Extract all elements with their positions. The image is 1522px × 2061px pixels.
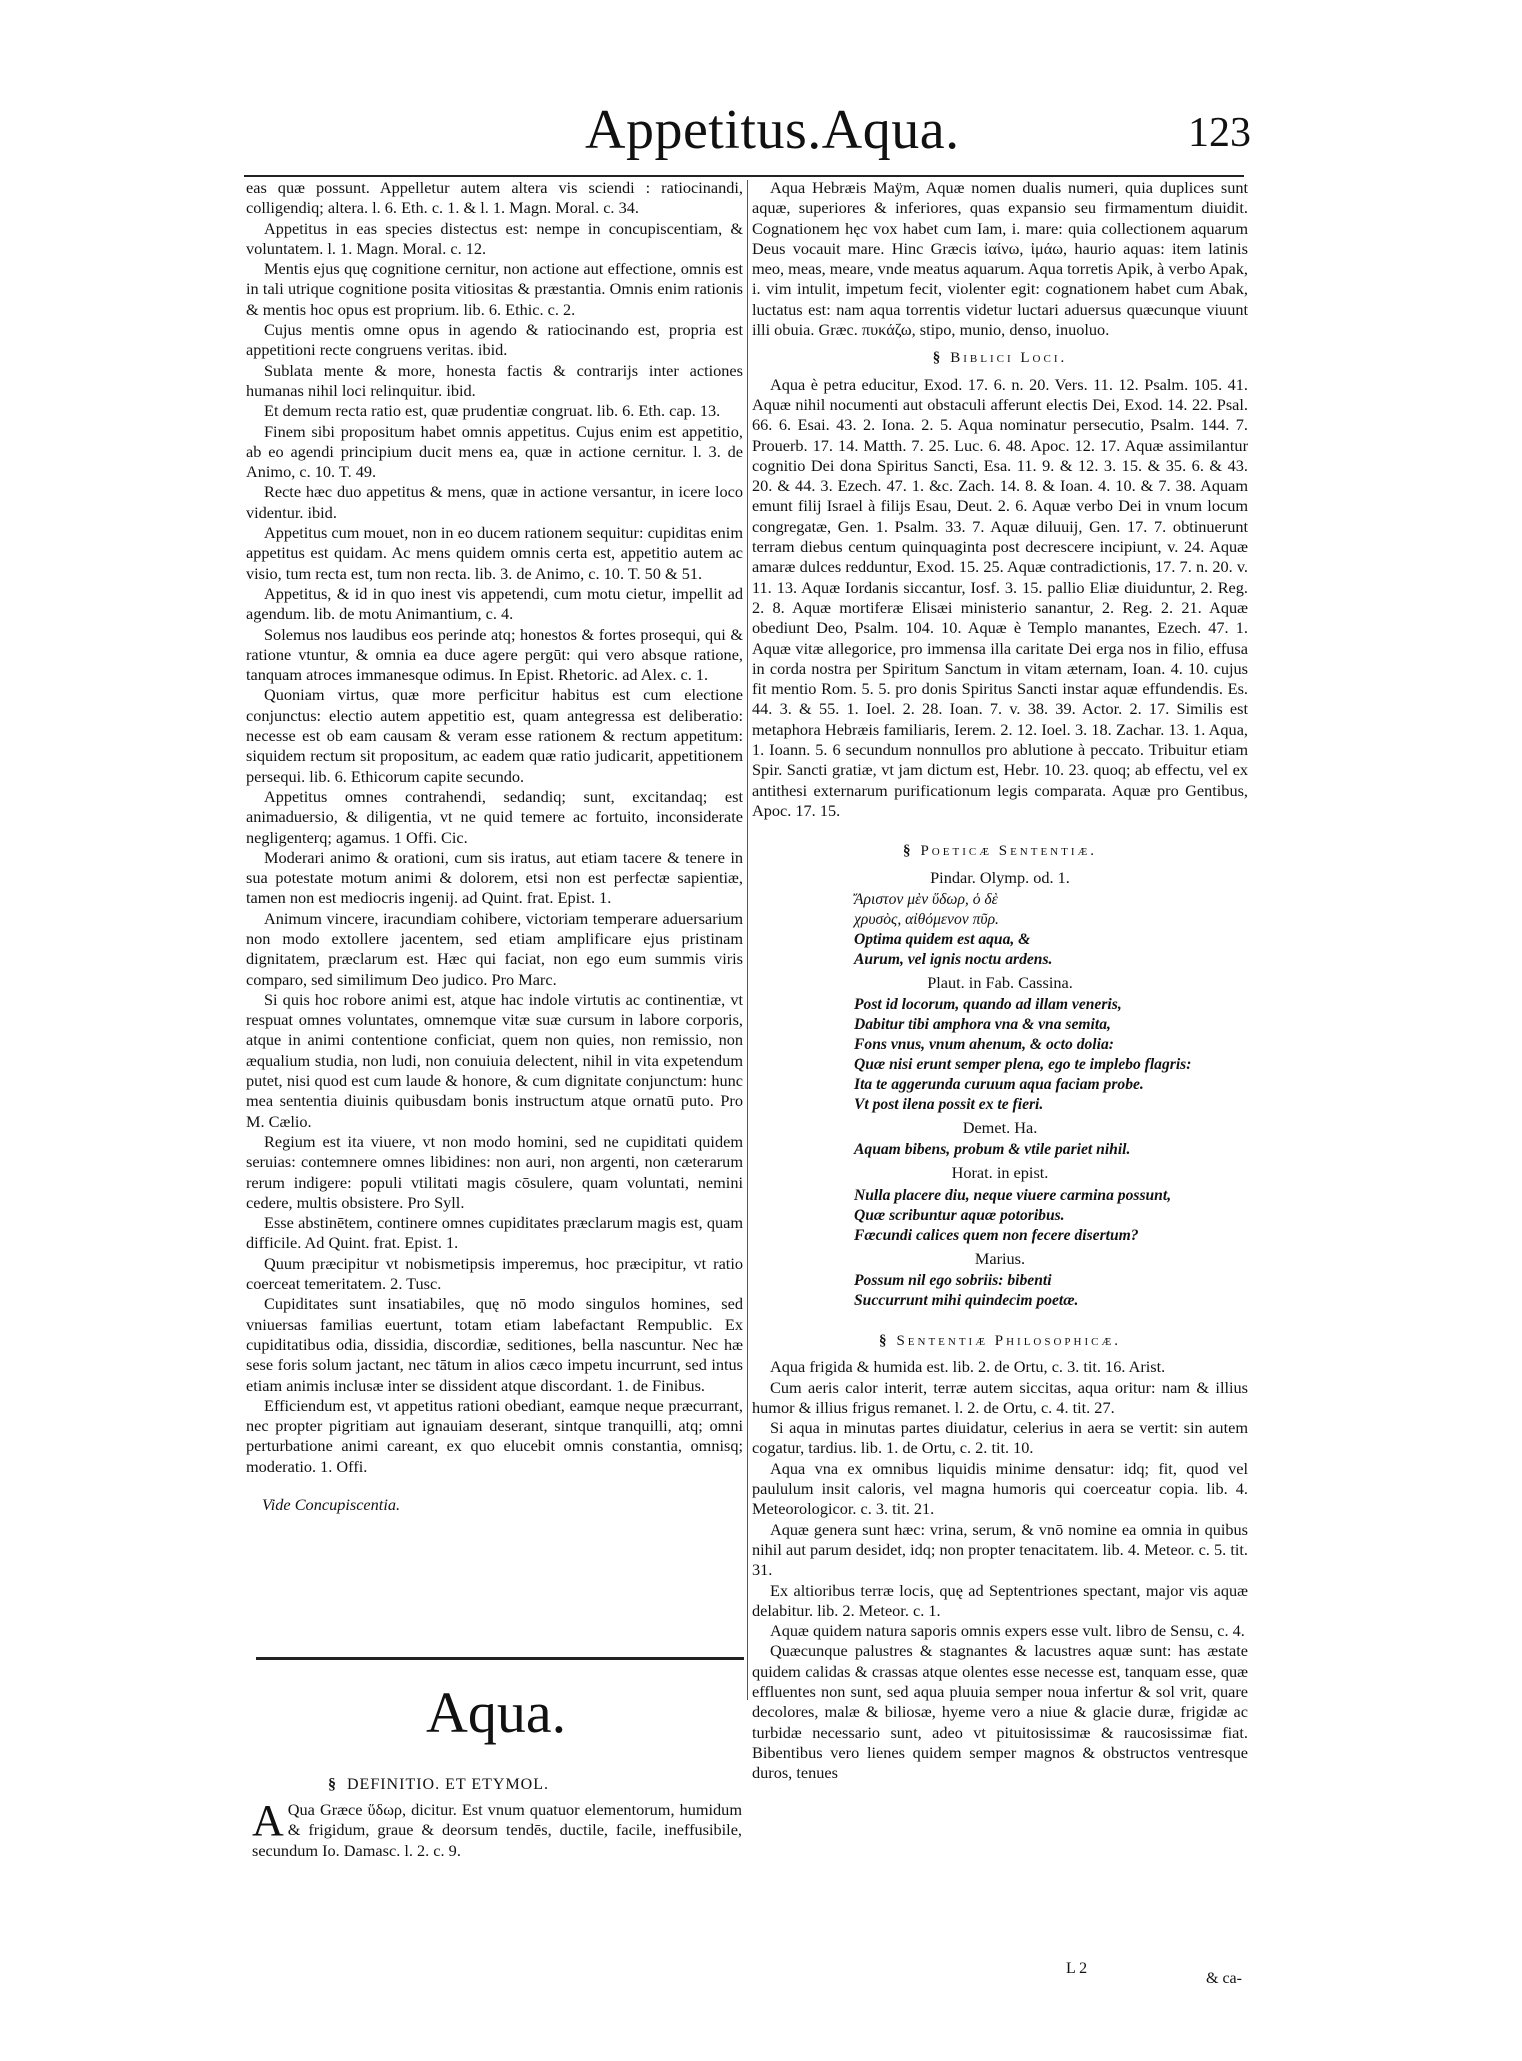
paragraph: Moderari animo & orationi, cum sis iratus, aut etiam tacere & tenere in sua potestate motum animi & dolorem, etsi non est perfectæ sapientiæ, tamen non est mediocris ingenij. ad Quint. frat. Epist. 1.	[246, 847, 743, 908]
definition-body: Qua Græce ὕδωρ, dicitur. Est vnum quatuor elementorum, humidum & frigidum, graue & deorsum tendēs, ductile, facile, ineffusibile, secundum Io. Damasc. l. 2. c. 9.	[252, 1800, 742, 1860]
poem-author: Pindar. Olymp. od. 1.	[930, 867, 1070, 887]
paragraph: Esse abstinētem, continere omnes cupiditates præclarum magis est, quam difficile. Ad Quint. frat. Epist. 1.	[246, 1213, 743, 1253]
paragraph: Recte hæc duo appetitus & mens, quæ in actione versantur, in icere loco videntur. ibid.	[246, 482, 743, 522]
poem-line: Post id locorum, quando ad illam veneris,	[854, 996, 1122, 1014]
paragraph-mark-icon: §	[902, 843, 911, 860]
header-rule	[244, 175, 1244, 177]
definition-text	[252, 1796, 742, 1861]
column-divider	[747, 180, 748, 1700]
poem-line: Nulla placere diu, neque viuere carmina possunt,	[854, 1186, 1172, 1204]
section-heading-biblici	[752, 348, 1248, 368]
paragraph: Si quis hoc robore animi est, atque hac indole virtutis ac continentiæ, vt respuat omnes voluntates, omnemque vitæ suæ cursum in labore corporis, atque in animi contentione conficiat, quem non quies, non remissio, non æqualium studia, non ludi, non conuiuia delectent, nihil in vita expetendum putet, nisi quod est cum laude & honore, & cum dignitate conjunctum: hunc mea sententia diuinis quibusdam bonis instructum atque ornatū puto. Pro M. Cælio.	[246, 989, 743, 1131]
left-column	[246, 178, 743, 1515]
poem-line: Aurum, vel ignis noctu ardens.	[854, 950, 1053, 968]
paragraph: Solemus nos laudibus eos perinde atq; honestos & fortes prosequi, qui & ratione vtuntur, & omnia ea duce agere pergūt: qui vero absque ratione, tanquam atroces immanesque odimus. In Epist. Rhetoric. ad Alex. c. 1.	[246, 624, 743, 685]
section-heading-text: Poeticæ Sententiæ.	[920, 843, 1098, 860]
paragraph: Mentis ejus quę cognitione cernitur, non actione aut effectione, omnis est in tali utrique cognitione posita vitiositas & præstantia. Omnis enim rationis & mentis hoc opus est proprium. lib. 6. Ethic. c. 2.	[246, 259, 743, 319]
poem-line: Optima quidem est aqua, &	[854, 930, 1031, 948]
paragraph: Quoniam virtus, quæ more perficitur habitus est cum electione conjunctus: electio autem appetitio est, quam antegressa est deliberatio: necesse est ob eam causam & veram esse rationem & rectum appetitum: siquidem rectum sit propositum, ac eadem quæ ratio judicarit, appetitionem persequi. lib. 6. Ethicorum capite secundo.	[246, 685, 743, 786]
paragraph: Aquæ quidem natura saporis omnis expers esse vult. libro de Sensu, c. 4.	[770, 1621, 1245, 1641]
definition-heading-text: DEFINITIO. ET ETYMOL.	[347, 1776, 550, 1793]
poem-author: Horat. in epist.	[951, 1163, 1049, 1183]
poem-line: Quæ nisi erunt semper plena, ego te implebo flagris:	[854, 1056, 1192, 1074]
poem-line: Succurrunt mihi quindecim poetæ.	[854, 1291, 1079, 1309]
cross-reference: Vide Concupiscentia.	[262, 1495, 401, 1514]
poem-line: Possum nil ego sobriis: bibenti	[854, 1271, 1052, 1289]
poem-line: Ita te aggerunda curuum aqua faciam probe.	[854, 1076, 1144, 1094]
poem-line: Ἄριστον μὲν ὕδωρ, ὁ δὲ	[854, 890, 998, 908]
right-column	[752, 178, 1248, 1784]
poem-line: Fons vnus, vnum ahenum, & octo dolia:	[854, 1036, 1114, 1054]
paragraph: Appetitus omnes contrahendi, sedandiq; sunt, excitandaq; est animaduersio, & diligentia, vt ne quid temere ac fortuito, inconsiderate negligenterq; agamus. 1 Offi. Cic.	[246, 786, 743, 847]
paragraph: Appetitus cum mouet, non in eo ducem rationem sequitur: cupiditas enim appetitus est quidam. Ac mens quidem omnis certa est, appetitio autem ac visio, tum recta est, tum non recta. lib. 3. de Animo, c. 10. T. 50 & 51.	[246, 523, 743, 583]
paragraph: Appetitus in eas species distectus est: nempe in concupiscentiam, & voluntatem. l. 1. Magn. Moral. c. 12.	[246, 218, 743, 258]
poem-author: Marius.	[974, 1248, 1026, 1268]
poem-line: Quæ scribuntur aquæ potoribus.	[854, 1206, 1065, 1224]
paragraph: Aquæ genera sunt hæc: vrina, serum, & vnō nomine ea omnia in quibus nihil aut parum desidet, idq; non propter tenacitatem. lib. 4. Meteor. c. 5. tit. 31.	[752, 1519, 1248, 1580]
paragraph-mark-icon: §	[328, 1776, 337, 1793]
paragraph: Sublata mente & more, honesta factis & contrarijs inter actiones humanas nihil loci relinquitur. ibid.	[246, 360, 743, 400]
paragraph: Appetitus, & id in quo inest vis appetendi, cum motu cietur, impellit ad agendum. lib. de motu Animantium, c. 4.	[246, 583, 743, 624]
signature-mark: L 2	[1066, 1960, 1088, 1977]
paragraph: Cum aeris calor interit, terræ autem siccitas, aqua oritur: nam & illius humor & illius frigus remanet. l. 2. de Ortu, c. 4. tit. 27.	[752, 1377, 1248, 1417]
paragraph: Ex altioribus terræ locis, quę ad Septentriones spectant, major vis aquæ delabitur. lib. 2. Meteor. c. 1.	[752, 1580, 1248, 1620]
paragraph-mark-icon: §	[932, 350, 941, 367]
running-header-title: Appetitus.Aqua.	[585, 99, 960, 161]
poem-line: Vt post ilena possit ex te fieri.	[854, 1096, 1044, 1114]
section-rule	[256, 1657, 744, 1660]
poem-line: Aquam bibens, probum & vtile pariet nihil.	[854, 1141, 1131, 1159]
etymology-paragraph: Aqua Hebræis Maÿm, Aquæ nomen dualis numeri, quia duplices sunt aquæ, superiores & inferiores, quas expansio seu firmamentum diuidit. Cognationem hęc vox habet cum Iam, i. mare: quia collectionem aquarum Deus vocauit mare. Hinc Græcis ἰαίνω, ἰμάω, haurio aquas: item latinis meo, meas, meare, vnde meatus aquarum. Aqua torretis Apik, à verbo Apak, i. vim intulit, impetum fecit, violenter egit: cognationem habet cum Abak, luctatus est: nam aqua torrentis videtur luctari aduersus quæcunque viuunt illi obuia. Græc. πυκάζω, stipo, munio, denso, inuoluo.	[752, 178, 1248, 340]
paragraph: Si aqua in minutas partes diuidatur, celerius in aera se vertit: sin autem cogatur, tardius. lib. 1. de Ortu, c. 2. tit. 10.	[752, 1418, 1248, 1458]
page-number: 123	[1188, 110, 1251, 156]
drop-cap: A	[252, 1796, 284, 1845]
paragraph: Animum vincere, iracundiam cohibere, victoriam temperare aduersarium non modo extollere jacentem, sed etiam amplificare ejus pristinam dignitatem, præclarum est. Hæc qui faciat, non ego eum summis viris comparo, sed similimum Deo judico. Pro Marc.	[246, 908, 743, 989]
poem-author: Demet. Ha.	[962, 1118, 1038, 1138]
poem-author: Plaut. in Fab. Cassina.	[927, 972, 1073, 992]
paragraph: Cupiditates sunt insatiabiles, quę nō modo singulos homines, sed vniuersas familias euertunt, totam etiam labefactant Rempublic. Ex cupiditatibus odia, dissidia, discordiæ, seditiones, bella nascuntur. Nec hæ sese foris solum jactant, nec tātum in alios cæco impetu incurrunt, sed intus etiam animis inclusæ inter se dissident atque discordant. 1. de Finibus.	[246, 1294, 743, 1395]
poem-line: χρυσὸς, αἰθόμενον πῦρ.	[854, 910, 999, 928]
section-heading-aqua: Aqua.	[426, 1680, 567, 1745]
section-heading-poeticae	[752, 841, 1248, 861]
section-heading-text: Biblici Loci.	[950, 350, 1068, 367]
paragraph: Quum præcipitur vt nobismetipsis imperemus, hoc præcipitur, vt ratio coerceat temeritatem. 2. Tusc.	[246, 1253, 743, 1294]
paragraph: Finem sibi propositum habet omnis appetitus. Cujus enim est appetitio, ab eo agendi principium ducit mens ea, quæ in actione cernitur. l. 3. de Animo, c. 10. T. 49.	[246, 421, 743, 482]
paragraph: eas quæ possunt. Appelletur autem altera vis sciendi : ratiocinandi, colligendiq; altera. l. 6. Eth. c. 1. & l. 1. Magn. Moral. c. 34.	[246, 178, 743, 218]
paragraph: Efficiendum est, vt appetitus rationi obediant, eamque neque præcurrant, nec propter pigritiam aut ignauiam deserant, sintque tranquilli, atq; omni perturbatione animi careant, ex quo elucebit omnis constantia, omnisq; moderatio. 1. Offi.	[246, 1395, 743, 1476]
paragraph: Cujus mentis omne opus in agendo & ratiocinando est, propria est appetitioni recte congruens veritas. ibid.	[246, 320, 743, 360]
paragraph: Aqua frigida & humida est. lib. 2. de Ortu, c. 3. tit. 16. Arist.	[770, 1357, 1166, 1377]
section-heading-philosophicae	[752, 1331, 1248, 1351]
biblical-references: Aqua è petra educitur, Exod. 17. 6. n. 20. Vers. 11. 12. Psalm. 105. 41. Aquæ nihil nocumenti aut obstaculi afferunt electis Dei, Exod. 14. 22. Psal. 66. 6. Esai. 43. 2. Iona. 2. 5. Aqua nominatur persecutio, Psalm. 144. 7. Prouerb. 17. 14. Matth. 7. 25. Luc. 6. 48. Apoc. 12. 17. Aquæ assimilantur cognitio Dei dona Spiritus Sancti, Esa. 11. 9. & 12. 3. 15. & 35. 6. & 43. 20. & 44. 3. Ezech. 47. 1. &c. Zach. 14. 8. & Ioan. 4. 10. & 7. 38. Aquam emunt filij Israel à filijs Esau, Deut. 2. 6. Aquæ verbo Dei in vnum locum congregatæ, Gen. 1. Psalm. 33. 7. Aquæ diluuij, Gen. 17. 7. obtinuerunt terram diebus centum quinquaginta post decrescere incipiunt, v. 24. Aquæ amaræ dulces redduntur, Exod. 15. 25. Aquæ contradictionis, 17. 7. n. 20. v. 11. 13. Aquæ Iordanis siccantur, Iosf. 3. 15. pallio Eliæ diuiduntur, 2. Reg. 2. 8. Aquæ mortiferæ Elisæi ministerio sanantur, 2. Reg. 2. 21. Aquæ obediunt Deo, Psalm. 104. 10. Aquæ è Templo manantes, Ezech. 47. 1. Aquæ vitæ allegorice, pro immensa illa caritate Dei erga nos in filio, effusa in corda nostra per Spiritum Sanctum in vitam æternam, Ioan. 4. 10. cujus fit mentio Rom. 5. 5. pro donis Spiritus Sancti instar aquæ effundendis. Es. 44. 3. & 55. 1. Ioel. 2. 28. Ioan. 7. v. 38. 39. Actor. 2. 17. Similis est metaphora Hebræis familiaris, Ierem. 2. 12. Ioel. 3. 18. Zachar. 13. 1. Aqua, 1. Ioann. 5. 6 secundum nonnullos pro ablutione à peccato. Tribuitur etiam Spir. Sancti gratiæ, vt jam dictum est, Hebr. 10. 23. quoq; ab effectu, vel ex antithesi externarum purificationum legis comparata. Aquæ pro Gentibus, Apoc. 17. 15.	[752, 374, 1248, 820]
paragraph: Quæcunque palustres & stagnantes & lacustres aquæ sunt: has æstate quidem calidas & crassas atque olentes esse necesse est, tanquam esse, quæ effluentes non sunt, sed aqua pluuia semper noua infertur & sol vrit, quare decolores, malæ & biliosæ, hyeme vero a niue & glacie duræ, frigidæ ac turbidæ necessario sunt, adeo vt pituitosissimæ & raucosissimæ fiat. Bibentibus vero lienes quidem semper magnos & obstructos ventresque duros, tenues	[752, 1641, 1248, 1783]
paragraph: Regium est ita viuere, vt non modo homini, sed ne cupiditati quidem seruias: contemnere omnes libidines: non auri, non argenti, non cæterarum rerum indigere: populi vtilitati magis cōsulere, quam voluntati, nemini cedere, multis obsistere. Pro Syll.	[246, 1131, 743, 1212]
paragraph: Et demum recta ratio est, quæ prudentiæ congruat. lib. 6. Eth. cap. 13.	[264, 401, 721, 421]
catchword: & ca-	[1206, 1970, 1242, 1987]
poem-line: Fæcundi calices quem non fecere disertum?	[854, 1226, 1139, 1244]
paragraph-mark-icon: §	[878, 1332, 887, 1349]
definition-heading	[328, 1776, 549, 1794]
poem-line: Dabitur tibi amphora vna & vna semita,	[854, 1016, 1111, 1034]
paragraph: Aqua vna ex omnibus liquidis minime densatur: idq; fit, quod vel paululum insit caloris, vel magna humoris qui coerceatur copia. lib. 4. Meteorologicor. c. 3. tit. 21.	[752, 1458, 1248, 1519]
section-heading-text: Sententiæ Philosophicæ.	[896, 1332, 1122, 1349]
